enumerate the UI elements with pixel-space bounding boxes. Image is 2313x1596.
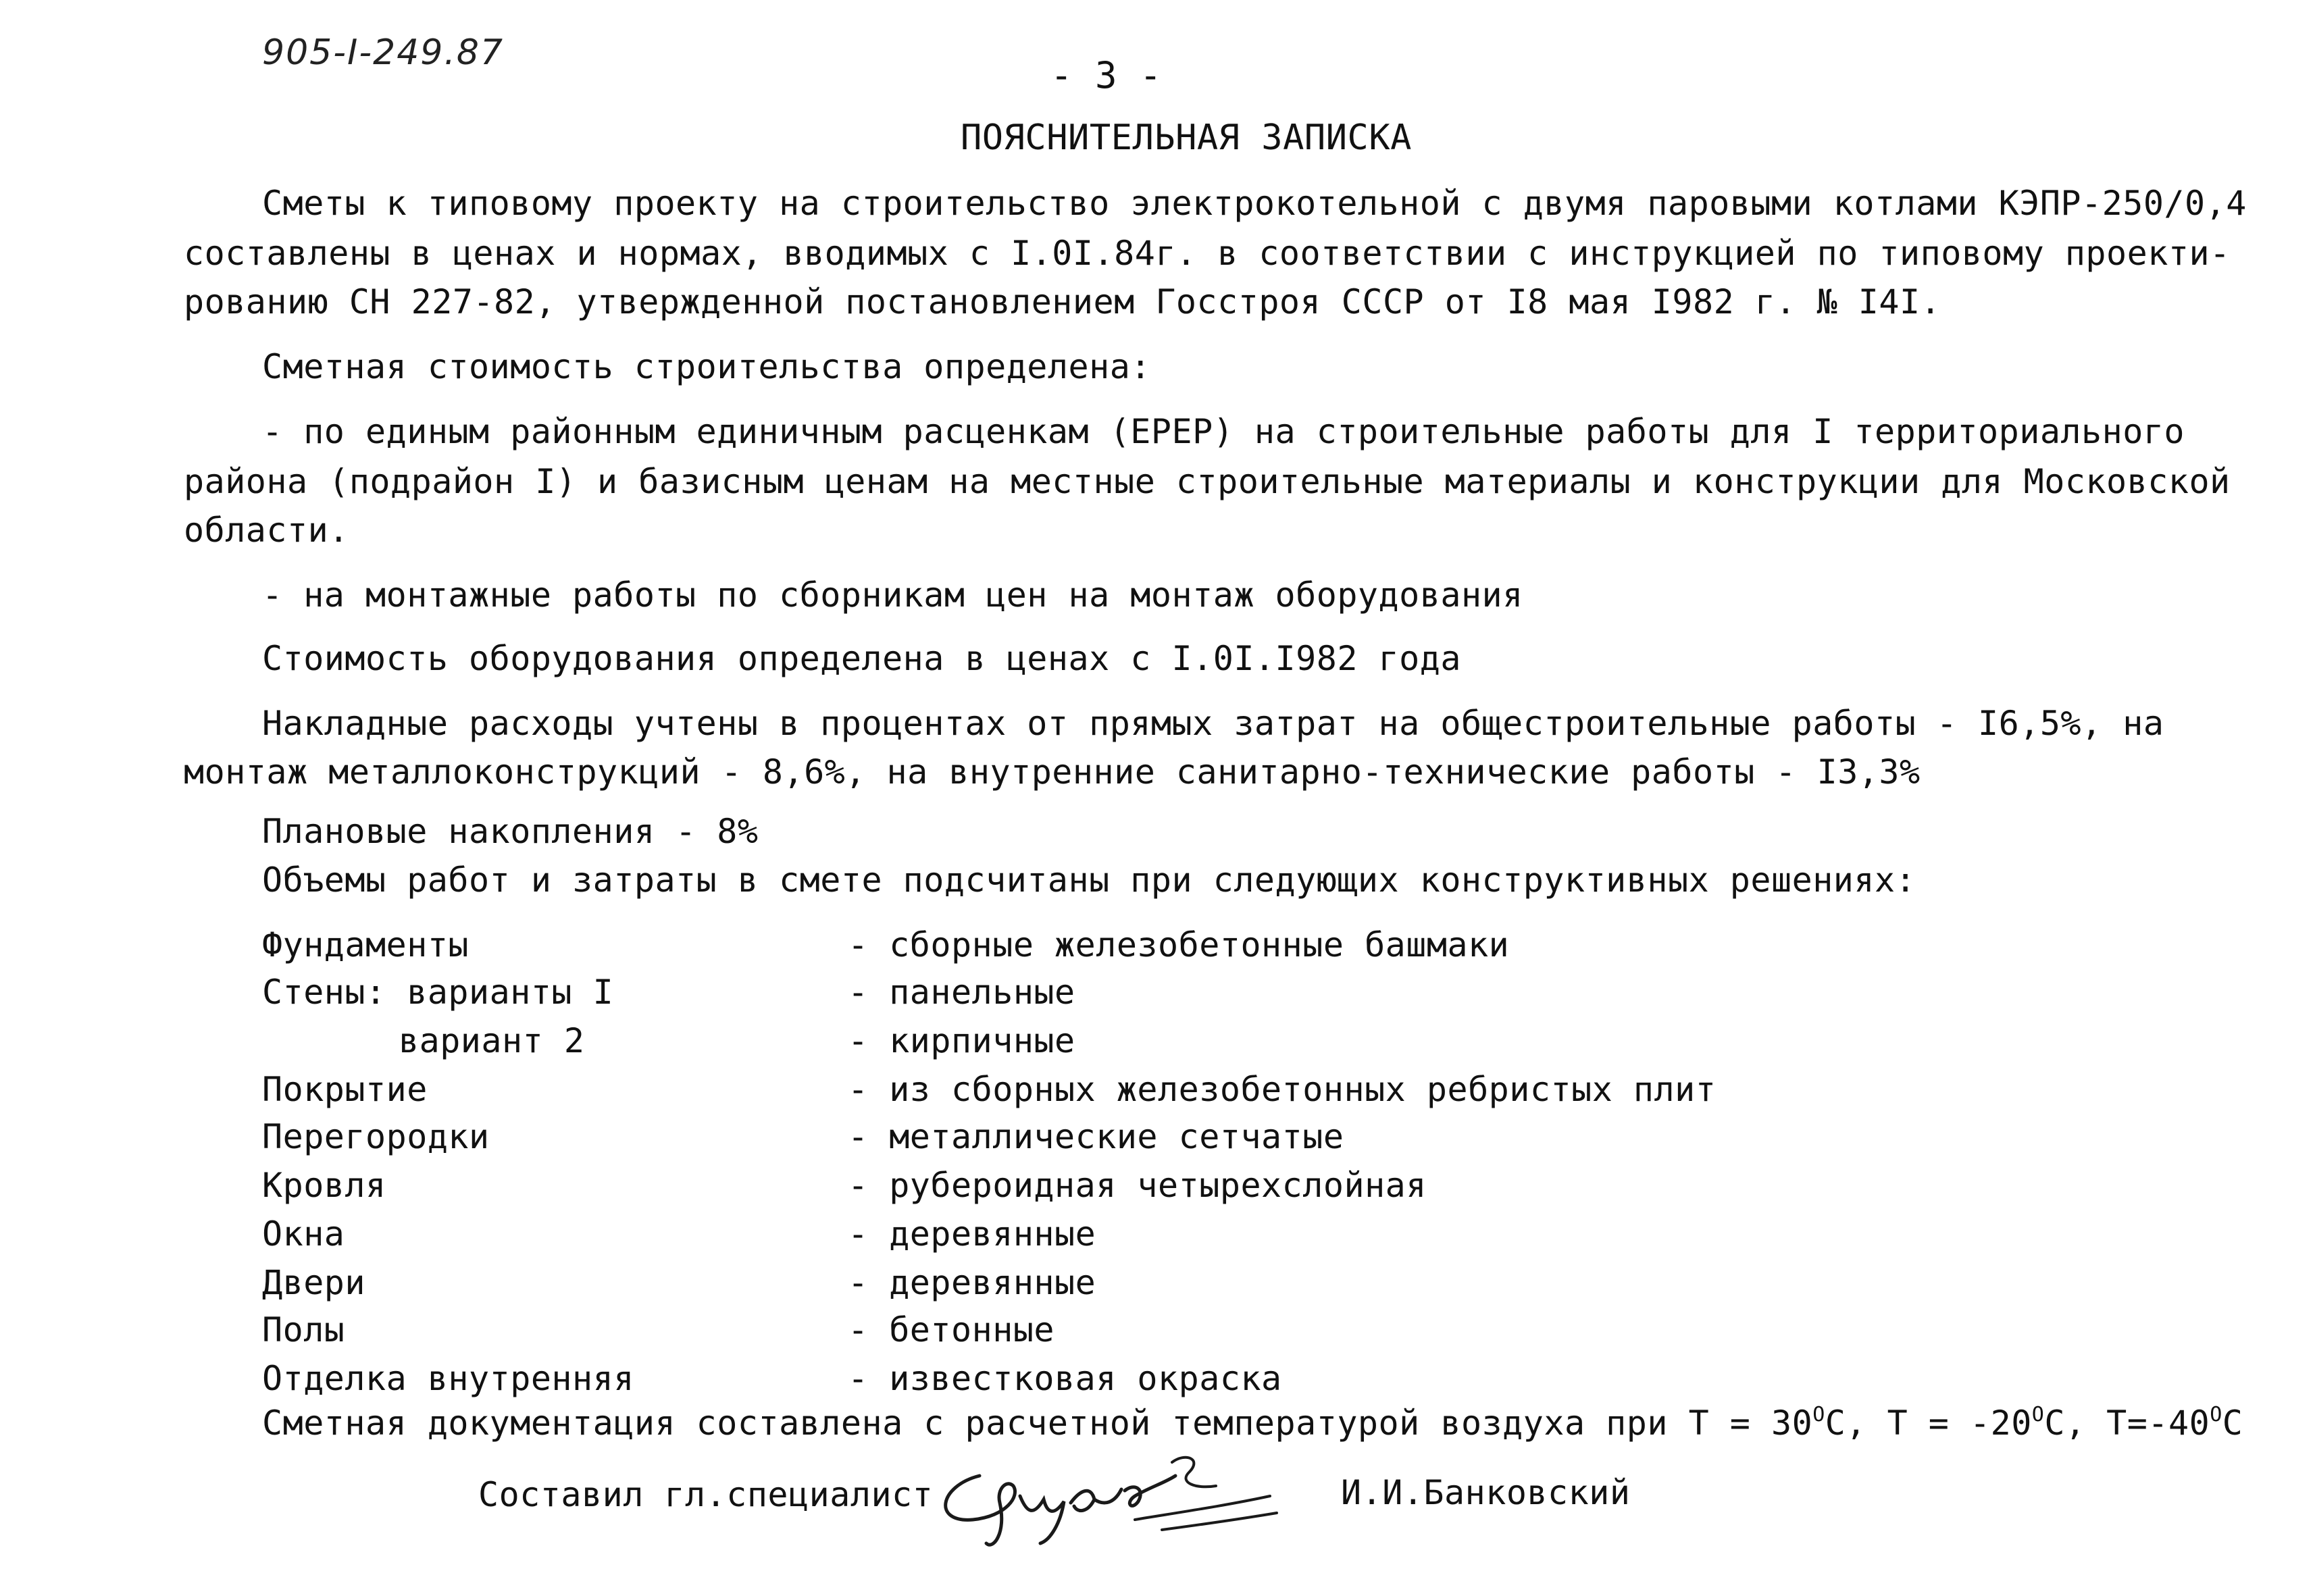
paragraph-overhead-line-1: Накладные расходы учтены в процентах от прямых затрат на общестроительные работы - I6,5%, на <box>262 704 2164 743</box>
paragraph-planned: Плановые накопления - 8% <box>262 812 759 851</box>
spec-value: - деревянные <box>848 1263 1096 1302</box>
degree-mark: О <box>2031 1403 2045 1426</box>
paragraph-montage: - на монтажные работы по сборникам цен на монтаж оборудования <box>262 575 1523 615</box>
spec-value: - рубероидная четырехслойная <box>848 1166 1427 1205</box>
temperature-sep: С, Т = -20 <box>1825 1404 2032 1443</box>
temperature-line <box>262 1403 2243 1443</box>
handwritten-signature <box>932 1449 1290 1547</box>
spec-label: Фундаменты <box>262 925 469 964</box>
spec-label: Полы <box>262 1310 345 1349</box>
temperature-text: Сметная документация составлена с расчетной температурой воздуха при Т = 30 <box>262 1404 1813 1443</box>
spec-value: - бетонные <box>848 1310 1055 1349</box>
paragraph-intro-line-3: рованию СН 227-82, утвержденной постановлением Госстроя СССР от I8 мая I982 г. № I4I. <box>184 282 1941 321</box>
spec-value: - деревянные <box>848 1214 1096 1254</box>
paragraph-intro-line-1: Сметы к типовому проекту на строительство электрокотельной с двумя паровыми котлами КЭПР-250/0,4 <box>262 184 2247 223</box>
spec-value: - сборные железобетонные башмаки <box>848 925 1510 964</box>
paragraph-cost-defined: Сметная стоимость строительства определена: <box>262 347 1151 386</box>
signature-name: И.И.Банковский <box>1341 1473 1631 1512</box>
temperature-end: С <box>2222 1404 2243 1443</box>
spec-value: - из сборных железобетонных ребристых плит <box>848 1070 1717 1109</box>
paragraph-erer-line-1: - по единым районным единичным расценкам (ЕРЕР) на строительные работы для I территориального <box>262 412 2185 451</box>
paragraph-erer-line-2: района (подрайон I) и базисным ценам на местные строительные материалы и конструкции для Московской <box>184 462 2231 501</box>
spec-value: - кирпичные <box>848 1021 1075 1060</box>
spec-label: Стены: варианты I <box>262 973 614 1012</box>
page-title: ПОЯСНИТЕЛЬНАЯ ЗАПИСКА <box>961 118 1412 158</box>
spec-value: - панельные <box>848 973 1075 1012</box>
paragraph-overhead-line-2: монтаж металлоконструкций - 8,6%, на внутренние санитарно-технические работы - I3,3% <box>184 752 1921 792</box>
paragraph-erer-line-3: области. <box>184 511 349 550</box>
signature-role: Составил гл.специалист <box>478 1475 934 1514</box>
document-code: 905-I-249.87 <box>262 32 505 73</box>
spec-label: Окна <box>262 1214 345 1254</box>
temperature-sep: С, Т=-40 <box>2044 1404 2210 1443</box>
spec-label: вариант 2 <box>399 1021 585 1060</box>
degree-mark: О <box>2210 1403 2222 1426</box>
spec-label: Отделка внутренняя <box>262 1359 634 1398</box>
spec-value: - известковая окраска <box>848 1359 1282 1398</box>
degree-mark: О <box>1812 1403 1825 1426</box>
spec-label: Покрытие <box>262 1070 428 1109</box>
page-number: - 3 - <box>1050 54 1163 97</box>
spec-label: Двери <box>262 1263 366 1302</box>
paragraph-equipment: Стоимость оборудования определена в ценах с I.0I.I982 года <box>262 639 1461 678</box>
spec-label: Кровля <box>262 1166 386 1205</box>
spec-label: Перегородки <box>262 1117 490 1156</box>
paragraph-intro-line-2: составлены в ценах и нормах, вводимых с I.0I.84г. в соответствии с инструкцией по типовому проекти- <box>184 234 2231 273</box>
paragraph-volumes: Объемы работ и затраты в смете подсчитаны при следующих конструктивных решениях: <box>262 860 1916 900</box>
spec-value: - металлические сетчатые <box>848 1117 1344 1156</box>
